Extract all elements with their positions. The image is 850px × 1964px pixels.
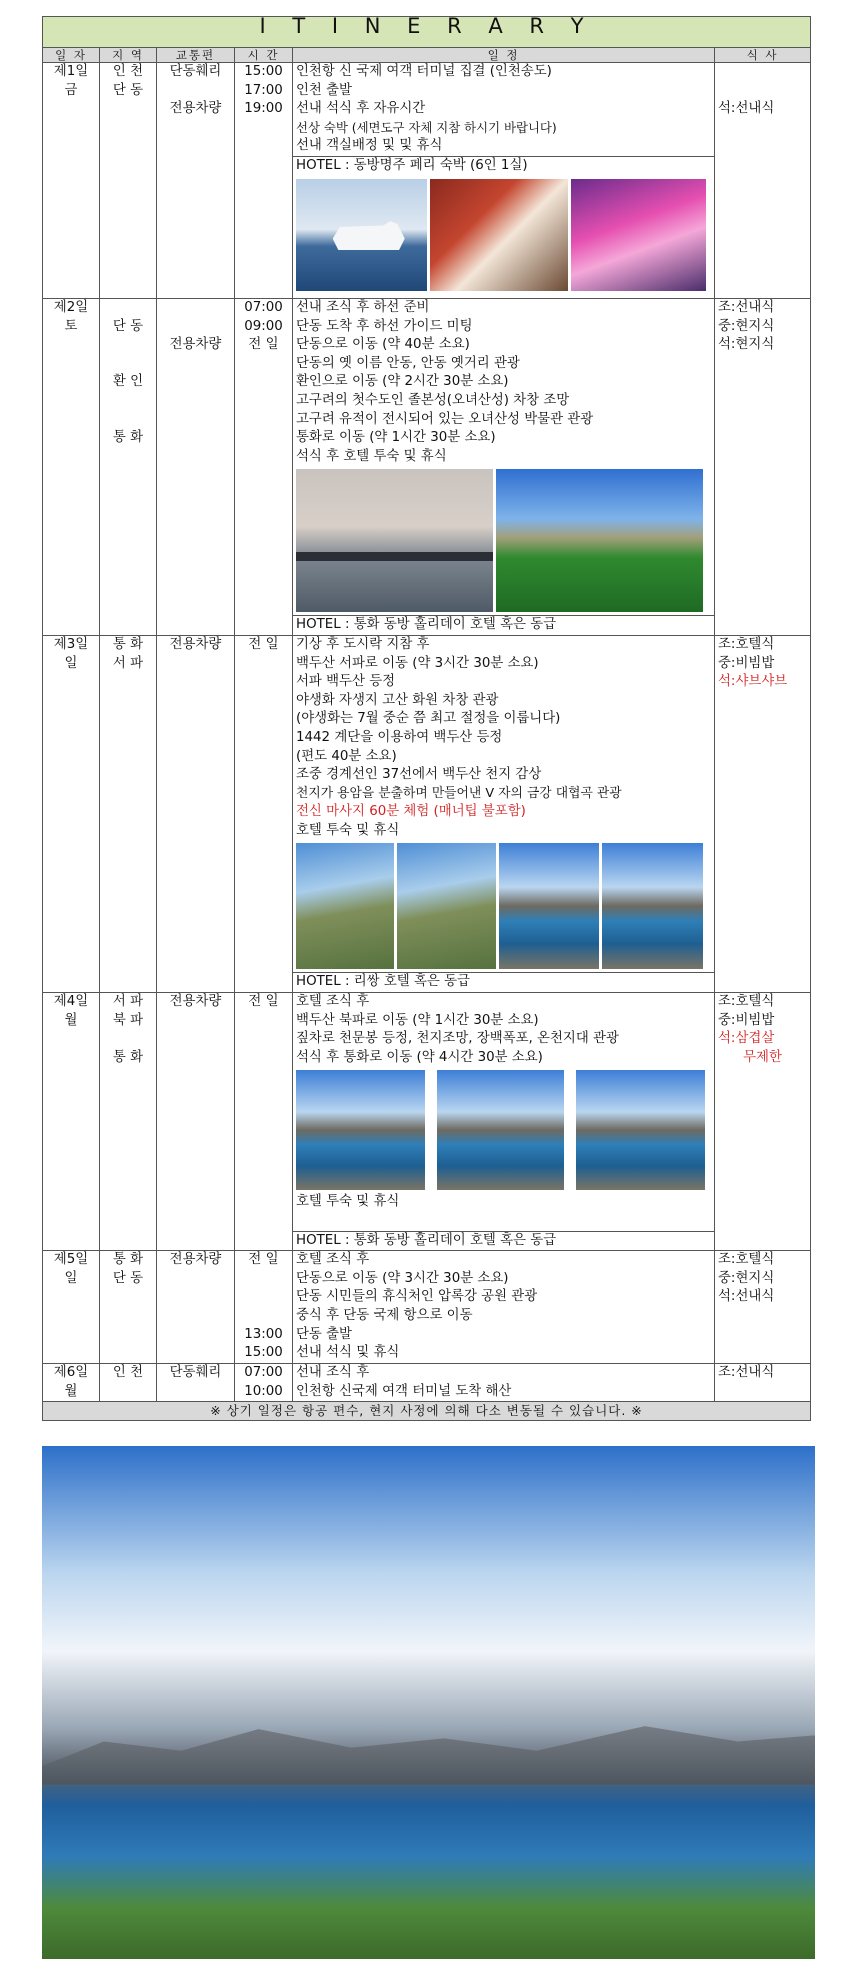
schedule-line: 백두산 북파로 이동 (약 1시간 30분 소요)	[296, 1012, 539, 1028]
schedule-line: 고구려 유적이 전시되어 있는 오녀산성 박물관 관광	[296, 411, 594, 427]
north-lake-photo-3	[576, 1070, 705, 1190]
heaven-lake-photo-2	[602, 843, 703, 969]
day-cell: 제2일 토	[43, 299, 100, 636]
schedule-line: 인천 출발	[296, 82, 352, 98]
transport-cell: 전용차량	[157, 635, 235, 992]
schedule-line: 단동 시민들의 휴식처인 압록강 공원 관광	[296, 1289, 538, 1305]
heaven-lake-photo-1	[499, 843, 599, 969]
schedule-line: 선내 조식 후	[296, 1365, 370, 1381]
region-cell: 통 화 서 파	[100, 635, 157, 992]
stairs-photo	[296, 843, 394, 969]
photo-strip	[296, 469, 711, 612]
schedule-line: 석식 후 호텔 투숙 및 휴식	[296, 448, 447, 464]
schedule-line: 선내 석식 후 자유시간	[296, 101, 426, 117]
transport-cell: 전용차량	[157, 993, 235, 1251]
schedule-line: 짚차로 천문봉 등정, 천지조망, 장백폭포, 온천지대 관광	[296, 1031, 619, 1047]
region-cell: 인 천 단 동	[100, 63, 157, 299]
header-transport: 교통편	[157, 48, 235, 63]
region-cell: 인 천	[100, 1364, 157, 1402]
meals-cell: 조:선내식	[715, 1364, 811, 1402]
footer-note: ※ 상기 일정은 항공 편수, 현지 사정에 의해 다소 변동될 수 있습니다. ※	[43, 1402, 811, 1421]
north-lake-photo-1	[296, 1070, 425, 1190]
schedule-line: 통화로 이동 (약 1시간 30분 소요)	[296, 430, 496, 446]
schedule-line: 백두산 서파로 이동 (약 3시간 30분 소요)	[296, 655, 539, 671]
schedule-line: 선내 객실배정 및 및 휴식	[296, 138, 443, 154]
itinerary-title: I T I N E R A R Y	[43, 17, 811, 48]
meals-cell: 조:호텔식 중:비빔밥 석:샤브샤브	[715, 635, 811, 992]
schedule-line: 환인으로 이동 (약 2시간 30분 소요)	[296, 374, 509, 390]
schedule-line: 인천항 신국제 여객 터미널 도착 해산	[296, 1383, 512, 1399]
day-row-5	[43, 1251, 811, 1364]
boardwalk-photo	[397, 843, 496, 969]
transport-cell: 단동훼리	[157, 1364, 235, 1402]
transport-cell: 단동훼리 전용차량	[157, 63, 235, 299]
transport-cell: 전용차량	[157, 1251, 235, 1364]
schedule-cell	[293, 63, 715, 299]
day-cell: 제1일 금	[43, 63, 100, 299]
schedule-line: 단동 출발	[296, 1326, 352, 1342]
north-lake-photo-2	[437, 1070, 564, 1190]
schedule-line: 1442 계단을 이용하여 백두산 등정	[296, 729, 503, 745]
ferry-hall-photo	[571, 179, 706, 291]
day-row-4	[43, 993, 811, 1251]
time-cell: 전 일	[235, 635, 293, 992]
schedule-line: 천지가 용암을 분출하며 만들어낸 V 자의 금강 대협곡 관광	[296, 785, 622, 801]
schedule-line: 단동으로 이동 (약 3시간 30분 소요)	[296, 1270, 509, 1286]
photo-strip	[296, 1070, 711, 1190]
schedule-line: 호텔 투숙 및 휴식	[296, 1194, 400, 1210]
day-cell: 제3일 일	[43, 635, 100, 992]
ferry-cabin-photo	[430, 179, 568, 291]
schedule-line: 선내 석식 및 휴식	[296, 1345, 400, 1361]
schedule-line: 선내 조식 후 하선 준비	[296, 300, 430, 315]
schedule-line: 조중 경계선인 37선에서 백두산 천지 감상	[296, 767, 542, 783]
region-cell: 통 화 단 동	[100, 1251, 157, 1364]
schedule-line: 호텔 투숙 및 휴식	[296, 822, 400, 838]
schedule-line: 호텔 조식 후	[296, 994, 370, 1010]
meals-cell: 석:선내식	[715, 63, 811, 299]
day-row-2	[43, 299, 811, 636]
schedule-cell	[293, 993, 715, 1251]
schedule-line: 호텔 조식 후	[296, 1252, 370, 1268]
schedule-cell	[293, 635, 715, 992]
heaven-lake-panorama-photo	[42, 1446, 815, 1959]
hotel-line: HOTEL : 통화 동방 홀리데이 호텔 혹은 동급	[293, 615, 714, 635]
photo-strip	[296, 179, 711, 291]
transport-cell: 전용차량	[157, 299, 235, 636]
day-row-1	[43, 63, 811, 299]
massage-note: 전신 마사지 60분 체험 (매너팁 불포함)	[296, 804, 526, 820]
schedule-cell	[293, 299, 715, 636]
time-cell: 15:00 17:00 19:00	[235, 63, 293, 299]
hotel-line: HOTEL : 통화 동방 홀리데이 호텔 혹은 동급	[293, 1231, 714, 1251]
itinerary-sheet	[42, 16, 810, 1421]
day-row-6	[43, 1364, 811, 1402]
time-cell: 07:00 09:00 전 일	[235, 299, 293, 636]
schedule-line: 단동의 옛 이름 안동, 안동 옛거리 관광	[296, 355, 520, 371]
region-cell: 서 파 북 파 통 화	[100, 993, 157, 1251]
schedule-line: (야생화는 7월 중순 쯤 최고 절정을 이룹니다)	[296, 711, 561, 727]
photo-strip	[296, 843, 711, 969]
schedule-line: 인천항 신 국제 여객 터미널 집결 (인천송도)	[296, 64, 552, 79]
time-cell: 전 일 13:00 15:00	[235, 1251, 293, 1364]
day-cell: 제5일 일	[43, 1251, 100, 1364]
day-cell: 제6일 월	[43, 1364, 100, 1402]
schedule-line: 야생화 자생지 고산 화원 차창 관광	[296, 692, 499, 708]
schedule-line: 석식 후 통화로 이동 (약 4시간 30분 소요)	[296, 1049, 543, 1065]
meals-cell: 조:호텔식 중:현지식 석:선내식	[715, 1251, 811, 1364]
header-date: 일 자	[43, 48, 100, 63]
schedule-cell	[293, 1364, 715, 1402]
day-row-3	[43, 635, 811, 992]
schedule-line: 선상 숙박 (세면도구 자체 지참 하시기 바랍니다)	[296, 119, 557, 135]
time-cell: 전 일	[235, 993, 293, 1251]
region-cell: 단 동 환 인 통 화	[100, 299, 157, 636]
ferry-ship-photo	[296, 179, 427, 291]
meals-cell: 조:호텔식 중:비빔밥 석:삼겹살 무제한	[715, 993, 811, 1251]
schedule-line: 중식 후 단동 국제 항으로 이동	[296, 1308, 473, 1323]
wunu-mountain-photo	[496, 469, 703, 612]
schedule-line: 기상 후 도시락 지참 후	[296, 636, 430, 652]
meals-cell: 조:선내식 중:현지식 석:현지식	[715, 299, 811, 636]
schedule-cell	[293, 1251, 715, 1364]
schedule-line: (편도 40분 소요)	[296, 748, 397, 764]
day-cell: 제4일 월	[43, 993, 100, 1251]
hotel-line: HOTEL : 동방명주 페리 숙박 (6인 1실)	[293, 156, 714, 176]
header-meals: 식 사	[715, 48, 811, 63]
itinerary-table	[42, 16, 811, 1421]
schedule-line: 단동으로 이동 (약 40분 소요)	[296, 337, 470, 353]
schedule-line: 서파 백두산 등정	[296, 674, 396, 690]
time-cell: 07:00 10:00	[235, 1364, 293, 1402]
schedule-line: 단동 도착 후 하선 가이드 미팅	[296, 318, 473, 334]
yalu-bridge-photo	[296, 469, 493, 612]
header-schedule: 일 정	[293, 48, 715, 63]
header-region: 지 역	[100, 48, 157, 63]
schedule-line: 고구려의 첫수도인 졸본성(오녀산성) 차창 조망	[296, 392, 570, 408]
hotel-line: HOTEL : 리쌍 호텔 혹은 동급	[293, 972, 714, 992]
header-time: 시 간	[235, 48, 293, 63]
